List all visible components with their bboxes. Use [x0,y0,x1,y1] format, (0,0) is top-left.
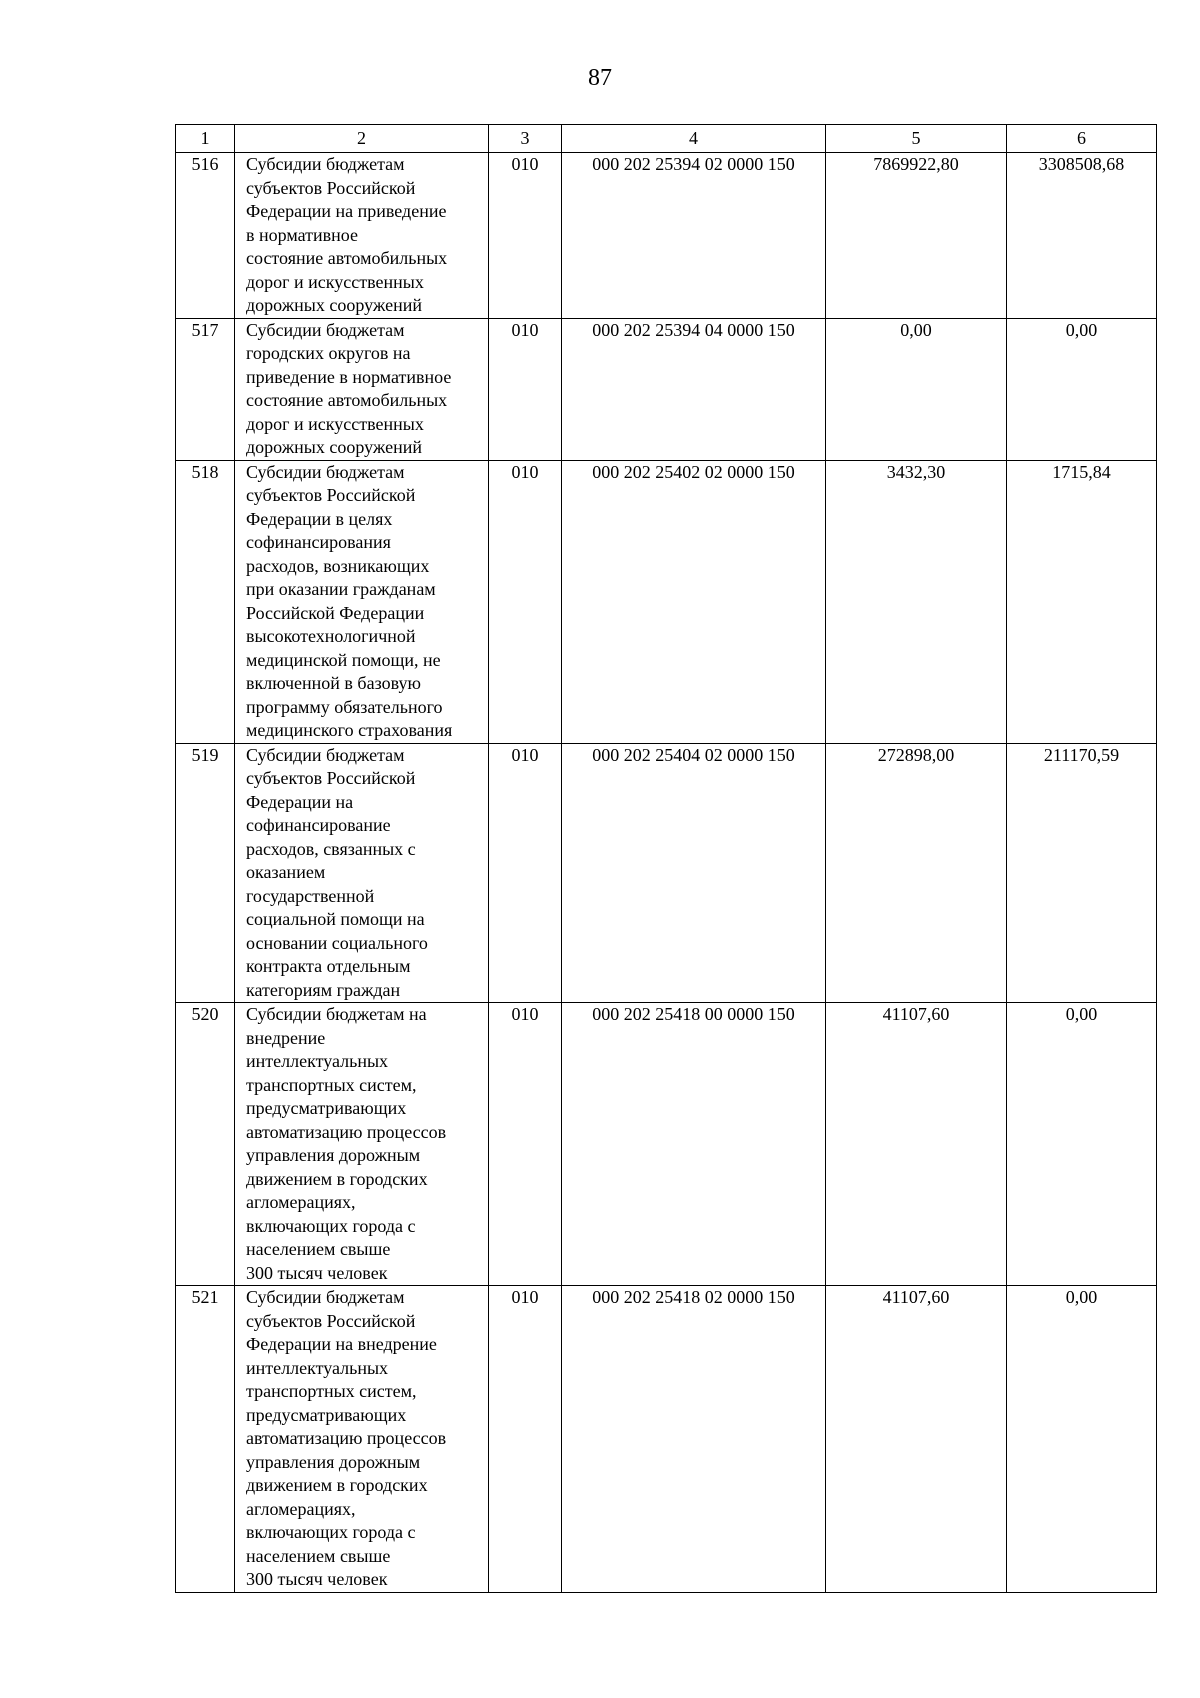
description-line: субъектов Российской [246,177,416,198]
description-line: интеллектуальных [246,1051,389,1071]
description-line: Субсидии бюджетам [246,154,405,174]
description-line: основании социального [246,932,428,953]
admin-code-cell: 010 [489,1003,562,1286]
description-line: программу обязательного [246,696,443,717]
table-row [176,318,1157,460]
description-line: дорожных сооружений [246,295,422,315]
row-number-cell: 520 [176,1003,235,1286]
header-cell: 3 [489,125,562,153]
admin-code-cell: 010 [489,1286,562,1593]
row-number-cell: 518 [176,460,235,743]
description-cell [235,153,489,319]
description-line: контракта отдельным [246,956,411,976]
description-line: при оказании гражданам [246,579,436,599]
description-line: предусматривающих [246,1098,407,1118]
description-line: дорог и искусственных [246,413,424,434]
amount-cell: 0,00 [826,318,1007,460]
table-row [176,153,1157,319]
description-line: высокотехнологичной [246,626,416,646]
description-line: транспортных систем, [246,1074,417,1095]
description-cell [235,743,489,1003]
description-line: населением свыше [246,1239,391,1259]
row-number-cell: 519 [176,743,235,1003]
header-cell: 2 [235,125,489,153]
description-line: приведение в нормативное [246,366,452,387]
description-line: медицинской помощи, не [246,649,441,670]
description-line: включающих города с [246,1522,416,1542]
description-line: управления дорожным [246,1451,421,1472]
description-line: транспортных систем, [246,1381,417,1401]
description-line: дорожных сооружений [246,437,422,457]
description-line: Федерации на [246,791,354,812]
description-line: категориям граждан [246,979,401,1000]
description-line: расходов, возникающих [246,555,430,576]
description-line: интеллектуальных [246,1357,389,1378]
description-line: оказанием [246,862,326,882]
description-cell [235,460,489,743]
budget-code-cell: 000 202 25418 02 0000 150 [562,1286,826,1593]
executed-amount-cell: 1715,84 [1007,460,1157,743]
description-line: движением в городских [246,1168,428,1189]
description-cell [235,1286,489,1593]
description-line: агломерациях, [246,1498,356,1519]
description-line: состояние автомобильных [246,248,448,268]
description-line: включенной в базовую [246,673,421,693]
description-line: Субсидии бюджетам [246,1287,405,1307]
description-line: предусматривающих [246,1404,407,1425]
description-cell [235,318,489,460]
description-line: Субсидии бюджетам на [246,1004,427,1024]
description-line: состояние автомобильных [246,390,448,410]
executed-amount-cell: 211170,59 [1007,743,1157,1003]
description-line: Субсидии бюджетам [246,744,405,765]
admin-code-cell: 010 [489,318,562,460]
admin-code-cell: 010 [489,460,562,743]
amount-cell: 7869922,80 [826,153,1007,319]
description-line: Субсидии бюджетам [246,319,405,340]
description-line: автоматизацию процессов [246,1428,447,1448]
table-row [176,460,1157,743]
page-number: 87 [588,65,612,91]
description-line: городских округов на [246,343,411,363]
description-line: медицинского страхования [246,720,453,740]
admin-code-cell: 010 [489,153,562,319]
executed-amount-cell: 0,00 [1007,1286,1157,1593]
description-line: софинансирования [246,532,391,552]
header-cell: 6 [1007,125,1157,153]
description-line: включающих города с [246,1215,416,1236]
header-cell: 4 [562,125,826,153]
header-cell: 5 [826,125,1007,153]
description-cell [235,1003,489,1286]
budget-code-cell: 000 202 25394 04 0000 150 [562,318,826,460]
header-cell: 1 [176,125,235,153]
row-number-cell: 517 [176,318,235,460]
description-line: управления дорожным [246,1145,421,1165]
description-line: субъектов Российской [246,768,416,788]
description-line: агломерациях, [246,1192,356,1212]
description-line: автоматизацию процессов [246,1121,447,1142]
description-line: движением в городских [246,1475,428,1495]
description-line: субъектов Российской [246,485,416,505]
description-line: Федерации на приведение [246,201,447,221]
amount-cell: 41107,60 [826,1003,1007,1286]
table-body [176,125,1157,1593]
description-line: Федерации на внедрение [246,1334,437,1354]
header-row [176,125,1157,153]
table-row [176,743,1157,1003]
description-line: 300 тысяч человек [246,1262,388,1283]
budget-code-cell: 000 202 25394 02 0000 150 [562,153,826,319]
amount-cell: 3432,30 [826,460,1007,743]
description-line: софинансирование [246,815,391,835]
admin-code-cell: 010 [489,743,562,1003]
table-row [176,1003,1157,1286]
row-number-cell: 516 [176,153,235,319]
row-number-cell: 521 [176,1286,235,1593]
budget-code-cell: 000 202 25402 02 0000 150 [562,460,826,743]
description-line: Субсидии бюджетам [246,461,405,482]
executed-amount-cell: 0,00 [1007,318,1157,460]
description-line: расходов, связанных с [246,838,416,859]
executed-amount-cell: 0,00 [1007,1003,1157,1286]
description-line: Федерации в целях [246,508,393,529]
budget-code-cell: 000 202 25404 02 0000 150 [562,743,826,1003]
table-row [176,1286,1157,1593]
description-line: дорог и искусственных [246,271,424,292]
description-line: населением свыше [246,1545,391,1566]
description-line: в нормативное [246,224,358,245]
executed-amount-cell: 3308508,68 [1007,153,1157,319]
description-line: государственной [246,885,375,906]
description-line: 300 тысяч человек [246,1569,388,1589]
amount-cell: 41107,60 [826,1286,1007,1593]
description-line: внедрение [246,1027,326,1048]
budget-table [175,124,1157,1593]
budget-code-cell: 000 202 25418 00 0000 150 [562,1003,826,1286]
description-line: субъектов Российской [246,1310,416,1331]
description-line: социальной помощи на [246,909,425,929]
amount-cell: 272898,00 [826,743,1007,1003]
description-line: Российской Федерации [246,602,425,623]
